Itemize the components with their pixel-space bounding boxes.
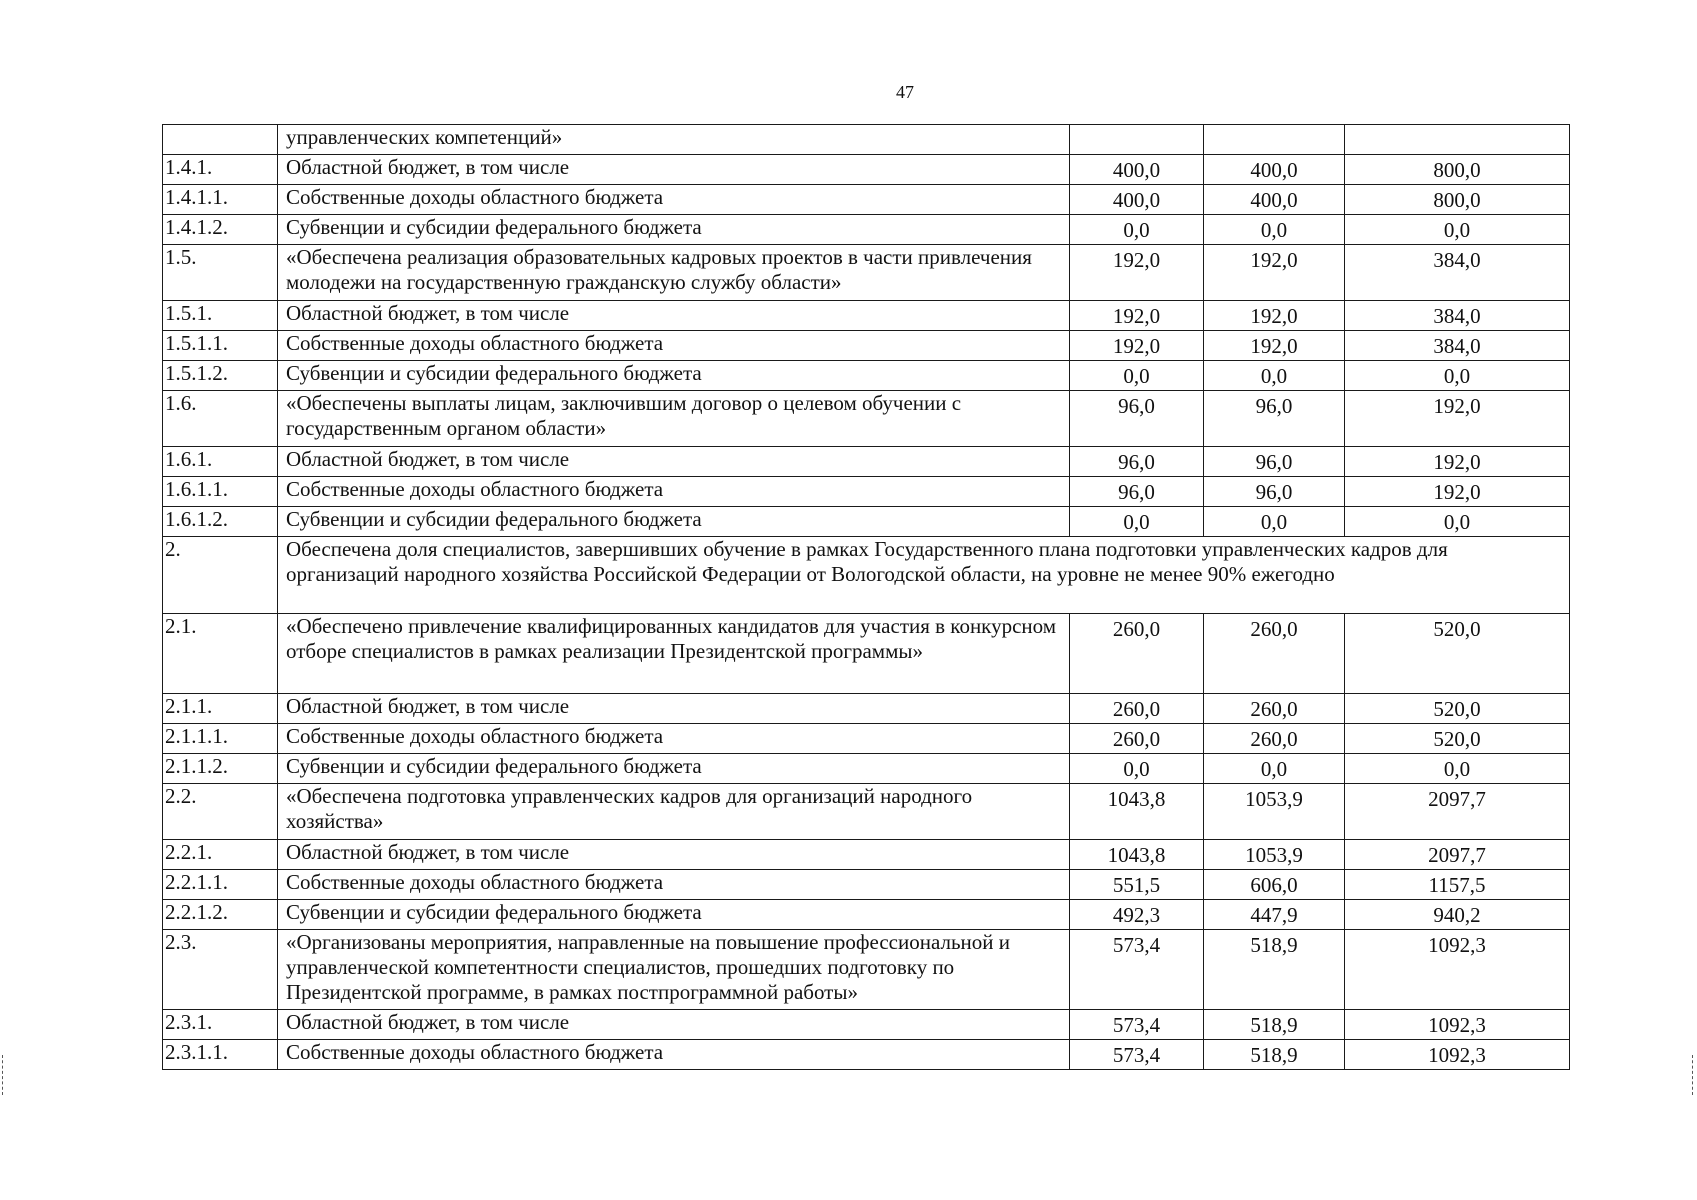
value-col-3 [1345,125,1570,155]
table-row [163,900,1570,930]
table-row [163,870,1570,900]
value-col-2: 400,0 [1204,185,1345,215]
table-row [163,507,1570,537]
row-code: 2.2.1.2. [163,900,278,930]
scan-edge-mark-right [1692,1055,1695,1095]
scan-edge-mark-left [2,1055,5,1095]
value-col-2: 447,9 [1204,900,1345,930]
row-description: управленческих компетенций» [278,125,1070,155]
value-col-2: 0,0 [1204,754,1345,784]
value-col-3: 1092,3 [1345,1010,1570,1040]
value-col-3: 1092,3 [1345,1040,1570,1070]
row-code: 2.3.1.1. [163,1040,278,1070]
value-col-3: 1157,5 [1345,870,1570,900]
table-row [163,840,1570,870]
table-row [163,614,1570,694]
row-code: 1.4.1. [163,155,278,185]
value-col-3: 520,0 [1345,614,1570,694]
value-col-2: 0,0 [1204,361,1345,391]
value-col-2: 260,0 [1204,694,1345,724]
budget-table-body [163,125,1570,1070]
row-code: 1.4.1.1. [163,185,278,215]
value-col-3: 2097,7 [1345,784,1570,840]
table-row [163,185,1570,215]
table-row [163,477,1570,507]
table-row [163,331,1570,361]
value-col-3: 384,0 [1345,301,1570,331]
row-description: Областной бюджет, в том числе [278,840,1070,870]
value-col-1: 0,0 [1070,754,1204,784]
row-code: 2.3.1. [163,1010,278,1040]
row-description: Собственные доходы областного бюджета [278,331,1070,361]
row-code: 1.5.1.1. [163,331,278,361]
value-col-2: 1053,9 [1204,784,1345,840]
value-col-1: 400,0 [1070,155,1204,185]
value-col-3: 192,0 [1345,447,1570,477]
row-description: Собственные доходы областного бюджета [278,724,1070,754]
row-description: Областной бюджет, в том числе [278,1010,1070,1040]
budget-table [162,124,1570,1070]
value-col-1: 260,0 [1070,724,1204,754]
row-code: 2.3. [163,930,278,1010]
value-col-1: 192,0 [1070,301,1204,331]
row-code: 1.6.1. [163,447,278,477]
value-col-2: 260,0 [1204,614,1345,694]
value-col-1: 573,4 [1070,1010,1204,1040]
value-col-2: 192,0 [1204,301,1345,331]
value-col-3: 384,0 [1345,245,1570,301]
value-col-3: 2097,7 [1345,840,1570,870]
value-col-3: 192,0 [1345,391,1570,447]
value-col-1: 0,0 [1070,507,1204,537]
value-col-3: 940,2 [1345,900,1570,930]
value-col-1: 0,0 [1070,361,1204,391]
row-description: Областной бюджет, в том числе [278,301,1070,331]
value-col-2: 96,0 [1204,391,1345,447]
row-description: Субвенции и субсидии федерального бюджета [278,754,1070,784]
value-col-3: 1092,3 [1345,930,1570,1010]
row-description: Собственные доходы областного бюджета [278,185,1070,215]
value-col-3: 520,0 [1345,724,1570,754]
value-col-1: 551,5 [1070,870,1204,900]
table-row [163,391,1570,447]
row-code: 1.6.1.2. [163,507,278,537]
row-description: Субвенции и субсидии федерального бюджета [278,215,1070,245]
row-description: Субвенции и субсидии федерального бюджета [278,361,1070,391]
value-col-1: 573,4 [1070,1040,1204,1070]
value-col-1: 573,4 [1070,930,1204,1010]
value-col-3: 0,0 [1345,754,1570,784]
row-description: «Обеспечено привлечение квалифицированных кандидатов для участия в конкурсном отборе специалистов в рамках реализации Президентской программы» [278,614,1070,694]
row-description: Субвенции и субсидии федерального бюджета [278,900,1070,930]
value-col-2: 518,9 [1204,1010,1345,1040]
row-description: Собственные доходы областного бюджета [278,1040,1070,1070]
row-code: 1.5. [163,245,278,301]
row-description: Областной бюджет, в том числе [278,694,1070,724]
value-col-3: 0,0 [1345,215,1570,245]
table-row [163,361,1570,391]
row-code: 1.4.1.2. [163,215,278,245]
value-col-1: 260,0 [1070,614,1204,694]
row-code: 1.5.1. [163,301,278,331]
row-code [163,125,278,155]
value-col-2: 400,0 [1204,155,1345,185]
table-row [163,754,1570,784]
value-col-2: 1053,9 [1204,840,1345,870]
table-row [163,155,1570,185]
value-col-3: 800,0 [1345,185,1570,215]
value-col-3: 0,0 [1345,507,1570,537]
row-code: 2.1. [163,614,278,694]
value-col-1: 260,0 [1070,694,1204,724]
table-row [163,245,1570,301]
value-col-2: 0,0 [1204,215,1345,245]
section-heading: Обеспечена доля специалистов, завершивших обучение в рамках Государственного плана подготовки управленческих кадров для организаций народного хозяйства Российской Федерации от Вологодской области, на уровне не менее 90% ежегодно [278,537,1570,614]
table-row [163,694,1570,724]
value-col-1: 400,0 [1070,185,1204,215]
row-code: 2. [163,537,278,614]
value-col-3: 0,0 [1345,361,1570,391]
value-col-2: 192,0 [1204,331,1345,361]
value-col-1: 1043,8 [1070,784,1204,840]
table-row [163,1010,1570,1040]
row-description: Субвенции и субсидии федерального бюджета [278,507,1070,537]
value-col-2: 518,9 [1204,1040,1345,1070]
row-code: 2.2.1. [163,840,278,870]
value-col-3: 520,0 [1345,694,1570,724]
table-row [163,784,1570,840]
table-row [163,1040,1570,1070]
row-code: 1.6. [163,391,278,447]
page-number: 47 [896,82,914,102]
value-col-2: 192,0 [1204,245,1345,301]
value-col-1: 192,0 [1070,331,1204,361]
row-code: 1.5.1.2. [163,361,278,391]
value-col-2: 96,0 [1204,477,1345,507]
value-col-3: 800,0 [1345,155,1570,185]
table-row [163,125,1570,155]
row-code: 2.2. [163,784,278,840]
table-row [163,930,1570,1010]
value-col-1: 1043,8 [1070,840,1204,870]
value-col-3: 192,0 [1345,477,1570,507]
row-description: Собственные доходы областного бюджета [278,870,1070,900]
value-col-2: 260,0 [1204,724,1345,754]
row-description: «Обеспечена реализация образовательных кадровых проектов в части привлечения молодежи на государственную гражданскую службу области» [278,245,1070,301]
value-col-1: 192,0 [1070,245,1204,301]
value-col-2 [1204,125,1345,155]
row-code: 2.2.1.1. [163,870,278,900]
value-col-2: 518,9 [1204,930,1345,1010]
table-row [163,447,1570,477]
row-code: 2.1.1. [163,694,278,724]
value-col-3: 384,0 [1345,331,1570,361]
row-description: Собственные доходы областного бюджета [278,477,1070,507]
value-col-1: 96,0 [1070,391,1204,447]
row-description: «Обеспечена подготовка управленческих кадров для организаций народного хозяйства» [278,784,1070,840]
value-col-1: 0,0 [1070,215,1204,245]
value-col-1 [1070,125,1204,155]
row-description: Областной бюджет, в том числе [278,155,1070,185]
table-row [163,537,1570,614]
value-col-2: 96,0 [1204,447,1345,477]
row-code: 2.1.1.2. [163,754,278,784]
value-col-1: 96,0 [1070,477,1204,507]
row-code: 2.1.1.1. [163,724,278,754]
value-col-1: 96,0 [1070,447,1204,477]
row-code: 1.6.1.1. [163,477,278,507]
table-row [163,301,1570,331]
value-col-2: 606,0 [1204,870,1345,900]
row-description: Областной бюджет, в том числе [278,447,1070,477]
row-description: «Обеспечены выплаты лицам, заключившим договор о целевом обучении с государственным органом области» [278,391,1070,447]
value-col-2: 0,0 [1204,507,1345,537]
row-description: «Организованы мероприятия, направленные на повышение профессиональной и управленческой компетентности специалистов, прошедших подготовку по Президентской программе, в рамках постпрограммной работы» [278,930,1070,1010]
table-row [163,724,1570,754]
table-row [163,215,1570,245]
value-col-1: 492,3 [1070,900,1204,930]
